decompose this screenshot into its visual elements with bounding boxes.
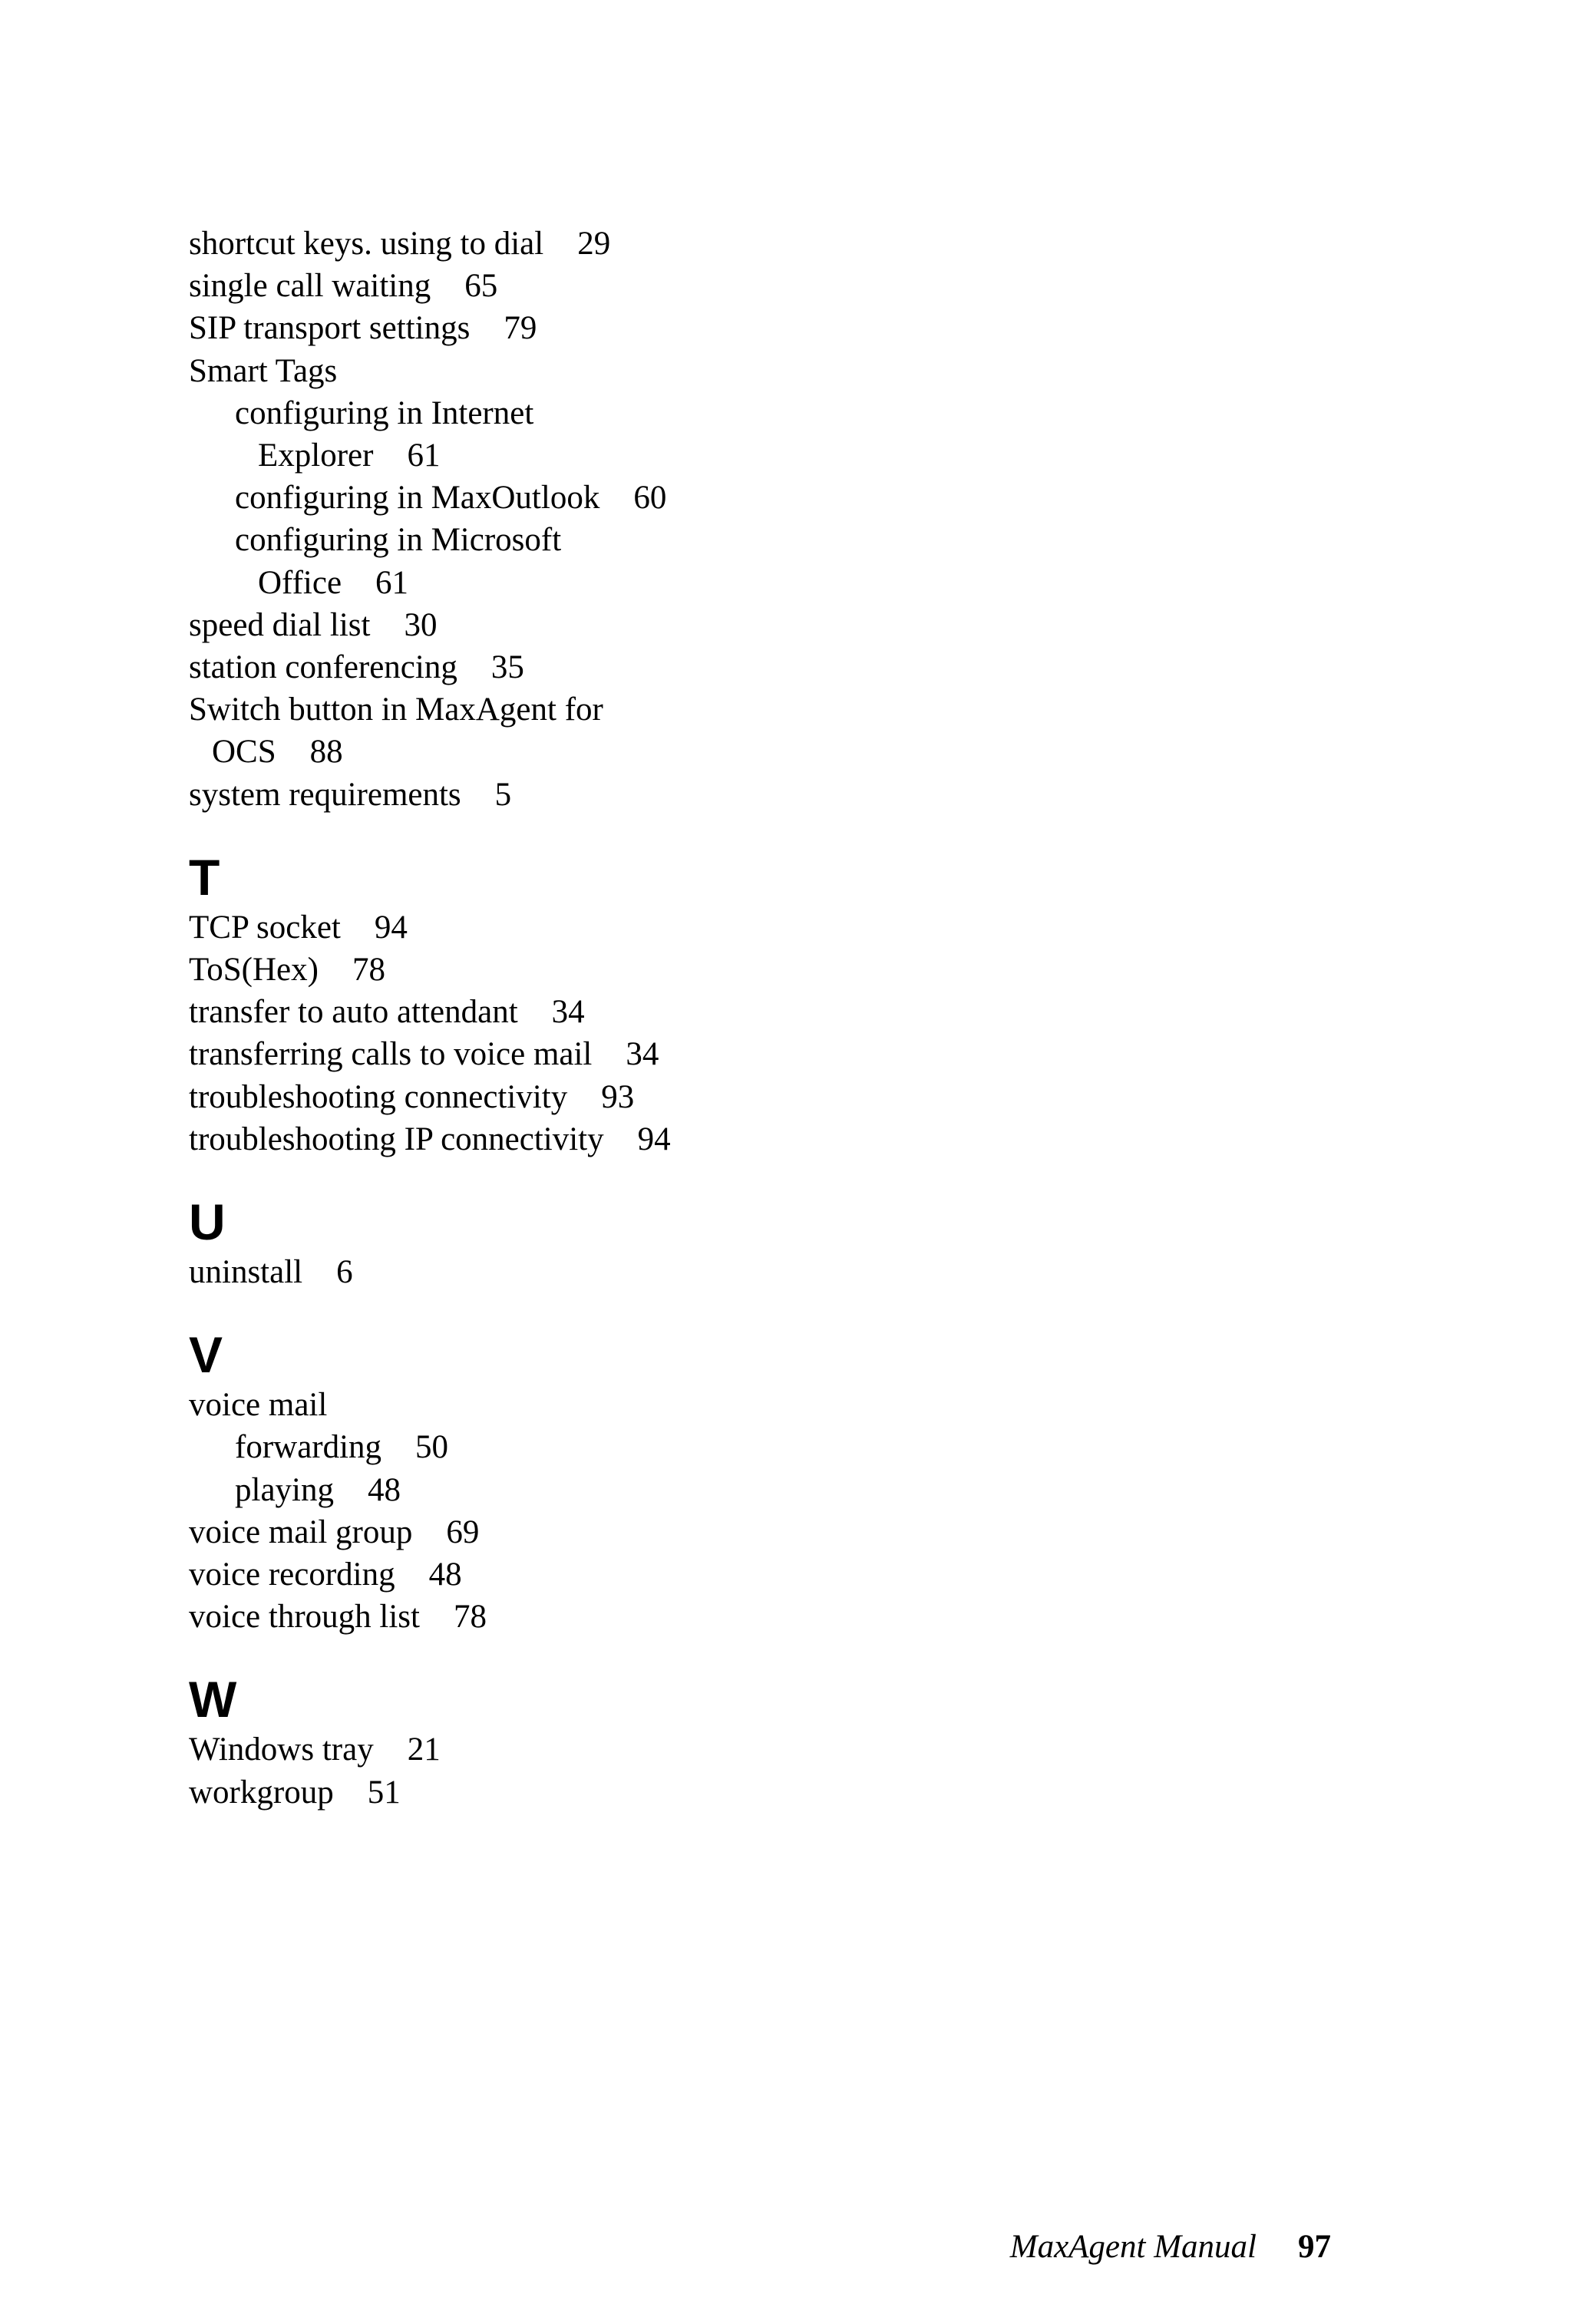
index-entry xyxy=(189,604,1033,646)
index-term: forwarding xyxy=(235,1429,382,1466)
index-entry xyxy=(189,1118,1033,1160)
index-page-ref[interactable]: 60 xyxy=(633,480,667,517)
index-letter-heading: W xyxy=(189,1671,237,1728)
page-number: 97 xyxy=(1298,2229,1331,2265)
index-page-ref[interactable]: 48 xyxy=(428,1556,462,1593)
index-subentry xyxy=(189,392,1033,434)
index-entry xyxy=(189,774,1033,816)
index-page-ref[interactable]: 29 xyxy=(577,226,611,262)
index-page-ref[interactable]: 78 xyxy=(352,952,385,989)
index-term: Windows tray xyxy=(189,1731,374,1768)
index-subentry xyxy=(189,434,1033,477)
index-page-ref[interactable]: 6 xyxy=(336,1254,353,1291)
index-term: troubleshooting connectivity xyxy=(189,1078,568,1115)
index-term: transferring calls to voice mail xyxy=(189,1036,593,1073)
index-term: workgroup xyxy=(189,1774,334,1811)
index-entry xyxy=(189,1511,1033,1553)
index-page-ref[interactable]: 30 xyxy=(404,606,438,643)
index-entry xyxy=(189,906,1033,949)
index-term: voice through list xyxy=(189,1599,420,1636)
index-entry xyxy=(189,1251,1033,1293)
index-entry xyxy=(189,307,1033,349)
index-term: configuring in Internet xyxy=(235,394,534,431)
index-term: Switch button in MaxAgent for xyxy=(189,692,603,728)
index-page-ref[interactable]: 61 xyxy=(375,564,409,601)
index-entry xyxy=(189,1771,1033,1814)
index-term: ToS(Hex) xyxy=(189,952,319,989)
index-subentry xyxy=(189,1469,1033,1511)
page-footer xyxy=(1010,2226,1331,2268)
index-page-ref[interactable]: 65 xyxy=(464,268,498,305)
index-term: Explorer xyxy=(258,437,374,474)
index-entry xyxy=(189,949,1033,991)
index-entry xyxy=(189,1553,1033,1596)
index-subentry xyxy=(189,519,1033,561)
index-page-ref[interactable]: 5 xyxy=(494,776,512,813)
index-page-ref[interactable]: 69 xyxy=(446,1514,480,1550)
index-term: speed dial list xyxy=(189,606,371,643)
index-subentry xyxy=(189,1426,1033,1468)
index-page-ref[interactable]: 48 xyxy=(367,1471,401,1508)
index-page-ref[interactable]: 94 xyxy=(637,1121,671,1157)
index-term: SIP transport settings xyxy=(189,310,471,347)
index-page-ref[interactable]: 51 xyxy=(367,1774,401,1811)
index-entry xyxy=(189,1384,1033,1426)
index-entry xyxy=(189,688,1033,731)
index-page-ref[interactable]: 34 xyxy=(626,1036,659,1073)
index-letter-heading: U xyxy=(189,1193,226,1251)
index-entry xyxy=(189,350,1033,392)
index-entry xyxy=(189,265,1033,307)
index-term: shortcut keys. using to dial xyxy=(189,226,544,262)
index-entry xyxy=(189,1728,1033,1771)
index-entry xyxy=(189,991,1033,1033)
index-term: Smart Tags xyxy=(189,352,338,389)
index-page-ref[interactable]: 61 xyxy=(407,437,441,474)
index-page-ref[interactable]: 35 xyxy=(490,649,524,686)
index-page-ref[interactable]: 94 xyxy=(374,909,408,946)
index-entry xyxy=(189,646,1033,688)
index-page-ref[interactable]: 21 xyxy=(407,1731,441,1768)
index-entry xyxy=(189,731,1033,773)
index-page-ref[interactable]: 50 xyxy=(415,1429,449,1466)
index-subentry xyxy=(189,477,1033,519)
index-page xyxy=(189,223,1033,1814)
index-term: transfer to auto attendant xyxy=(189,994,518,1031)
index-entry xyxy=(189,1596,1033,1638)
index-letter-heading: T xyxy=(189,848,220,906)
index-entry xyxy=(189,223,1033,265)
index-term: troubleshooting IP connectivity xyxy=(189,1121,604,1157)
index-term: voice mail xyxy=(189,1387,328,1424)
index-term: system requirements xyxy=(189,776,461,813)
manual-title: MaxAgent Manual xyxy=(1009,2229,1257,2265)
index-term: Office xyxy=(258,564,342,601)
index-term: OCS xyxy=(212,734,276,771)
index-term: station conferencing xyxy=(189,649,457,686)
index-page-ref[interactable]: 34 xyxy=(551,994,585,1031)
index-term: uninstall xyxy=(189,1254,303,1291)
index-term: voice recording xyxy=(189,1556,395,1593)
index-page-ref[interactable]: 79 xyxy=(504,310,537,347)
index-page-ref[interactable]: 78 xyxy=(453,1599,487,1636)
index-term: voice mail group xyxy=(189,1514,413,1550)
index-entry xyxy=(189,1076,1033,1118)
index-term: configuring in MaxOutlook xyxy=(235,480,600,517)
index-term: playing xyxy=(235,1471,334,1508)
index-letter-heading: V xyxy=(189,1326,223,1384)
index-page-ref[interactable]: 93 xyxy=(601,1078,635,1115)
index-entry xyxy=(189,1033,1033,1075)
index-term: configuring in Microsoft xyxy=(235,522,562,559)
index-term: single call waiting xyxy=(189,268,431,305)
index-subentry xyxy=(189,562,1033,604)
index-page-ref[interactable]: 88 xyxy=(309,734,343,771)
index-term: TCP socket xyxy=(189,909,341,946)
